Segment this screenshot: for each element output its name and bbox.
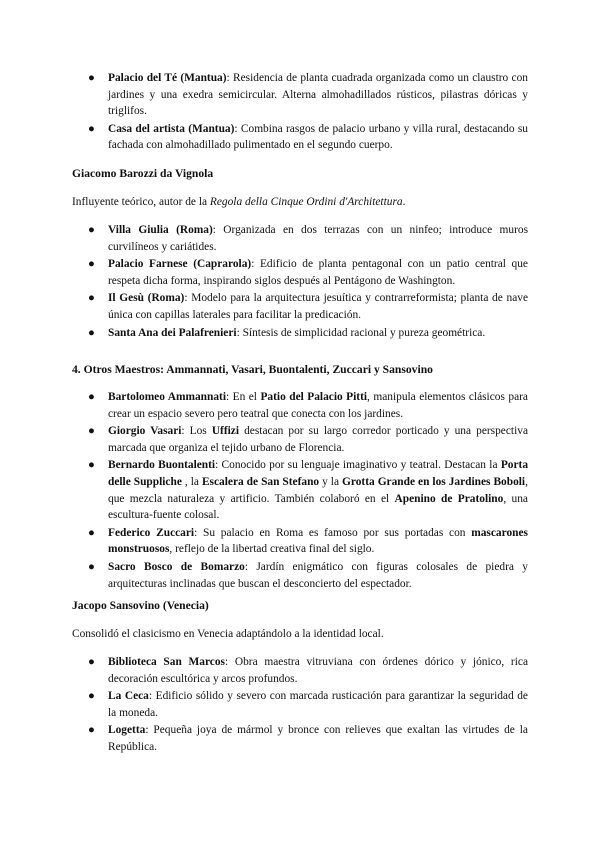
- list-item: [72, 121, 528, 154]
- bullet-icon: ●: [88, 258, 95, 271]
- list-item: ● Bernardo Buontalenti: Conocido por su lenguaje imaginativo y teatral. Destacan la Porta delle Suppliche , la Escalera de San Stefano y la Grotta Grande en los Jardines Boboli, que mezcla naturaleza y artificio. También colaboró en el Apenino de Pratolino, una escultura-fuente colosal.: [88, 459, 529, 522]
- bullet-icon: ●: [88, 459, 95, 472]
- bullet-icon: ●: [88, 224, 95, 236]
- vignola-intro: Influyente teórico, autor de la Regola della Cinque Ordini d'Architettura.: [72, 196, 406, 208]
- item-text: : Combina rasgos de palacio urbano y villa rural, destacando su fachada con almohadillado pulimentado en el segundo cuerpo.: [108, 122, 528, 152]
- bullet-icon: ●: [88, 656, 95, 668]
- bullet-icon: ●: [88, 72, 95, 84]
- book-title: Regola della Cinque Ordini d'Architettura: [209, 196, 403, 208]
- bullet-icon: ●: [88, 690, 95, 703]
- item-title: Il Gesù (Roma): [108, 292, 185, 305]
- vignola-works-list: [72, 222, 528, 342]
- list-item: ● La Ceca: Edificio sólido y severo con marcada rusticación para garantizar la seguridad de la moneda.: [88, 690, 528, 719]
- sansovino-works-list: [72, 654, 528, 757]
- bullet-icon: ●: [88, 326, 95, 339]
- list-item: ● Palacio Farnese (Caprarola): Edificio de planta pentagonal con un patio central que respeta dicha forma, inspirando siglos después al Pentágono de Washington.: [88, 258, 528, 287]
- list-item: ● Sacro Bosco de Bomarzo: Jardín enigmático con figuras colosales de piedra y arquitecturas inclinadas que buscan el desconcierto del espectador.: [88, 560, 528, 590]
- item-title: Palacio Farnese (Caprarola): [108, 258, 252, 271]
- item-text: : Residencia de planta cuadrada organizada como un claustro con jardines y una exedra semicircular. Alterna almohadillados rústicos, pilastras dóricas y triglifos.: [108, 72, 528, 118]
- sansovino-intro: Consolidó el clasicismo en Venecia adaptándolo a la identidad local.: [72, 628, 384, 640]
- bullet-icon: ●: [88, 292, 95, 305]
- romano-works-list: [72, 70, 528, 155]
- item-title: Logetta: [108, 724, 146, 737]
- section-heading-otros: 4. Otros Maestros: Ammannati, Vasari, Buontalenti, Zuccari y Sansovino: [72, 363, 433, 376]
- item-title: Casa del artista (Mantua): [108, 122, 235, 135]
- list-item: ● Villa Giulia (Roma): Organizada en dos terrazas con un ninfeo; introduce muros curvilíneos y cariátides.: [88, 224, 528, 253]
- list-item: ● Biblioteca San Marcos: Obra maestra vitruviana con órdenes dórico y jónico, rica decoración escultórica y arcos profundos.: [88, 656, 528, 685]
- list-item: [72, 70, 528, 120]
- bullet-icon: ●: [88, 425, 95, 438]
- item-title: Biblioteca San Marcos: [108, 656, 225, 668]
- otros-maestros-list: [72, 389, 528, 593]
- section-heading-sansovino: Jacopo Sansovino (Venecia): [72, 599, 209, 612]
- item-title: La Ceca: [108, 690, 149, 703]
- item-title: Palacio del Té (Mantua): [108, 72, 227, 84]
- list-item: ● Federico Zuccari: Su palacio en Roma es famoso por sus portadas con mascarones monstruosos, reflejo de la libertad creativa final del siglo.: [88, 526, 528, 556]
- item-title: Santa Ana dei Palafrenieri: [108, 326, 237, 339]
- list-item: ● Il Gesù (Roma): Modelo para la arquitectura jesuítica y contrarreformista; planta de nave única con capillas laterales para facilitar la predicación.: [88, 292, 529, 321]
- list-item: ● Giorgio Vasari: Los Uffizi destacan por su largo corredor porticado y una perspectiva marcada que organiza el tejido urbano de Florencia.: [88, 425, 528, 454]
- list-item: ● Bartolomeo Ammannati: En el Patio del Palacio Pitti, manipula elementos clásicos para crear un espacio severo pero teatral que conecta con los jardines.: [88, 391, 528, 420]
- list-item: ● Santa Ana dei Palafrenieri: Síntesis de simplicidad racional y pureza geométrica.: [72, 325, 528, 342]
- bullet-icon: ●: [88, 526, 95, 539]
- bullet-icon: ●: [88, 391, 95, 403]
- section-heading-vignola: Giacomo Barozzi da Vignola: [72, 167, 214, 180]
- item-title: Villa Giulia (Roma): [108, 224, 213, 236]
- bullet-icon: ●: [88, 560, 95, 573]
- bullet-icon: ●: [88, 122, 95, 135]
- list-item: ● Logetta: Pequeña joya de mármol y bronce con relieves que exaltan las virtudes de la República.: [88, 724, 528, 753]
- bullet-icon: ●: [88, 724, 95, 737]
